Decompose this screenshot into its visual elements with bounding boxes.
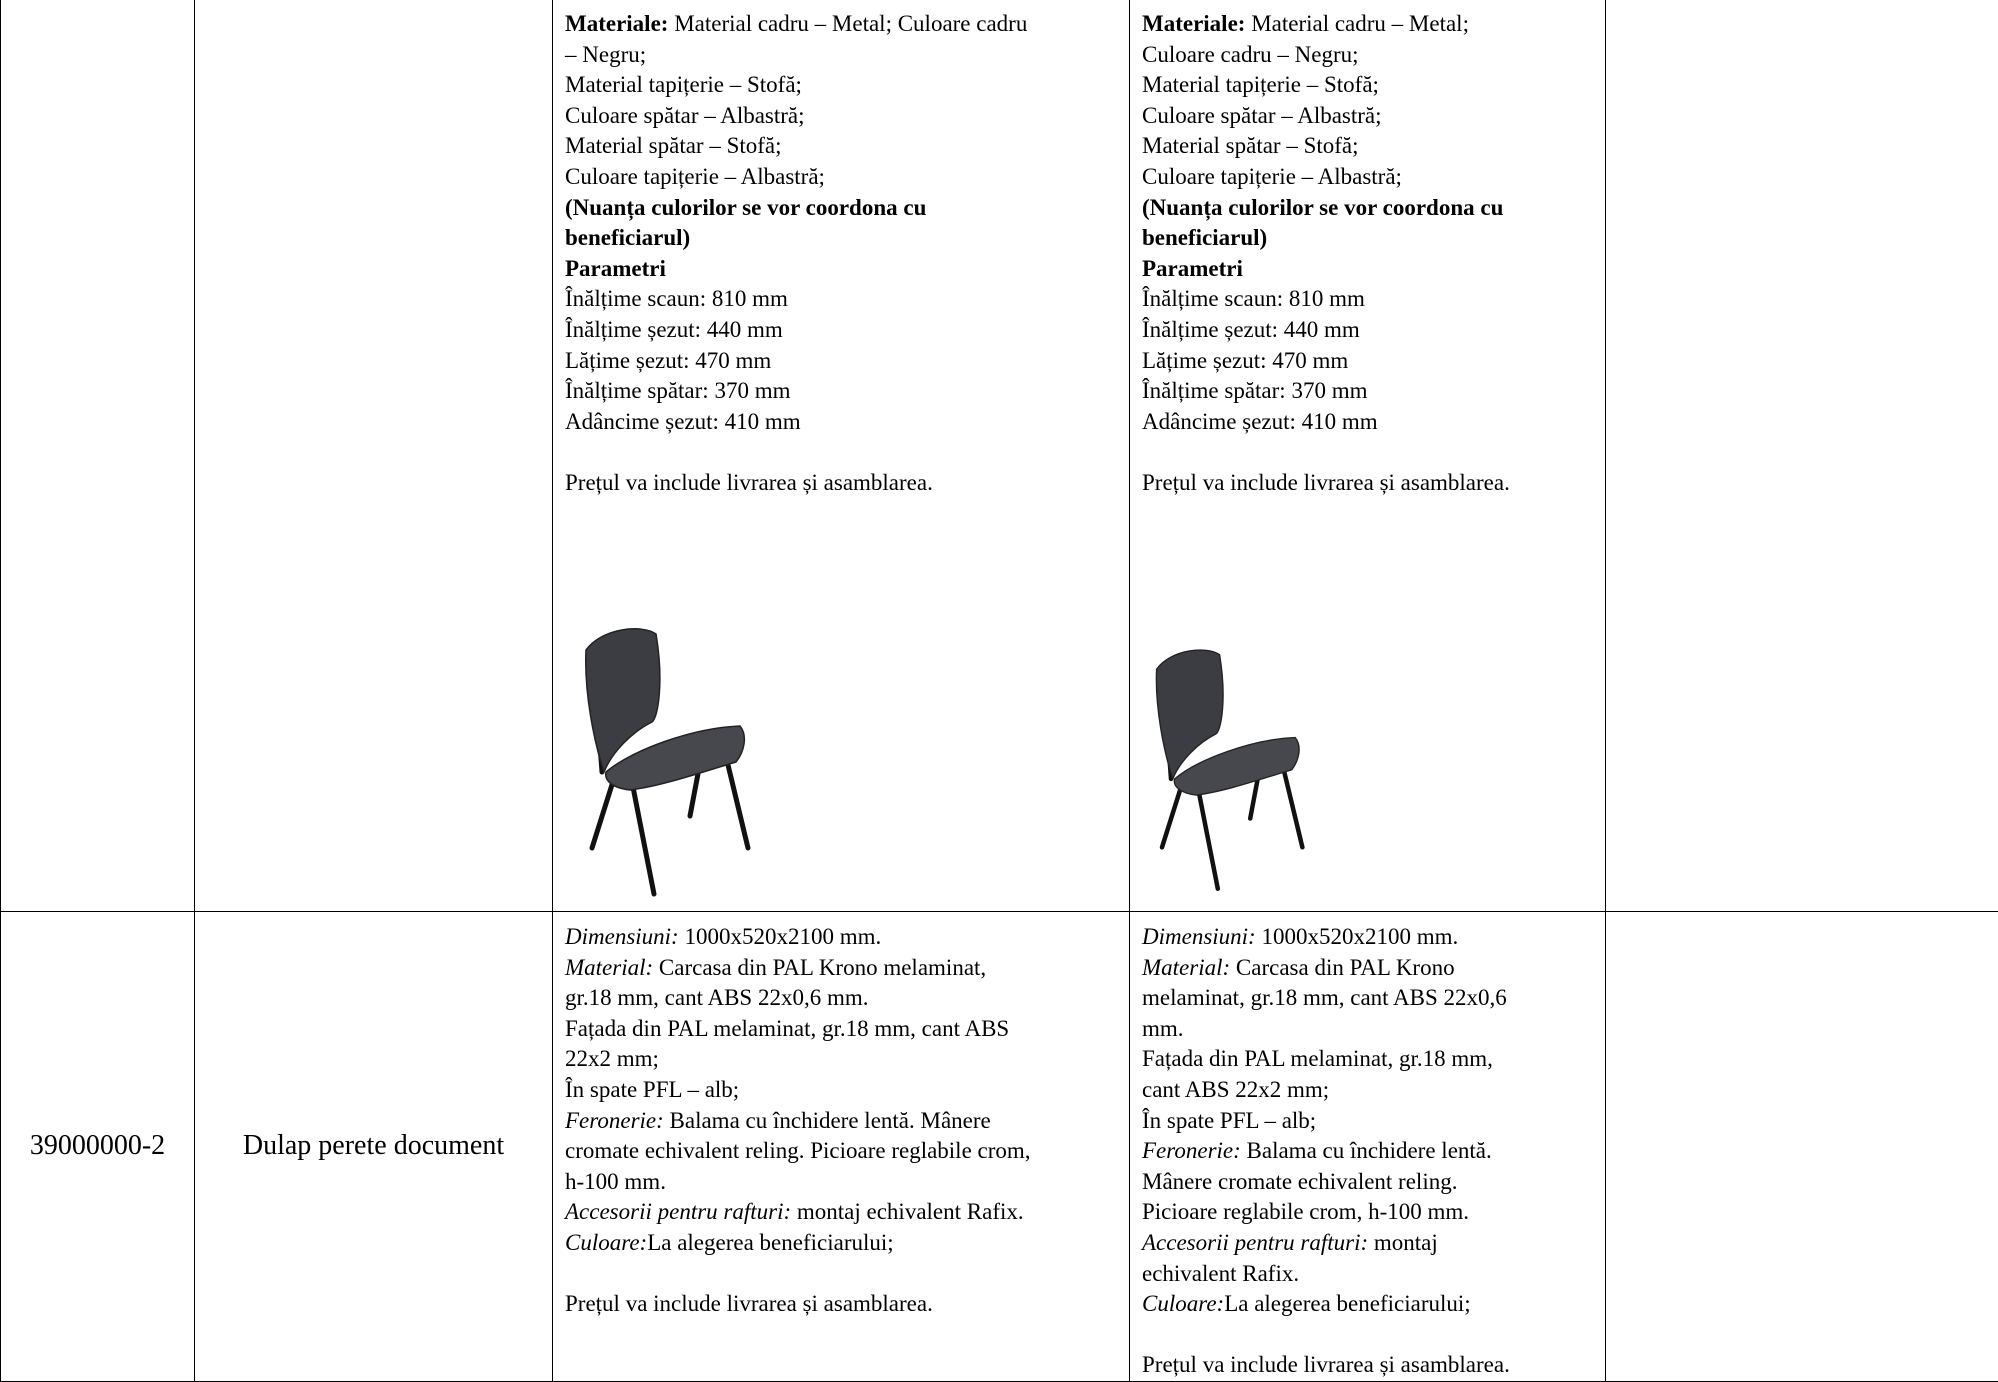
cpv-code-cell xyxy=(1,0,195,912)
italic-label: Material: xyxy=(1142,955,1230,980)
spec-line xyxy=(1142,315,1605,346)
italic-label: Material: xyxy=(565,955,653,980)
text-run: Prețul va include livrarea și asamblarea. xyxy=(1142,1352,1510,1377)
bold-run: beneficiarul) xyxy=(1142,225,1267,250)
italic-label: Dimensiuni: xyxy=(565,924,679,949)
text-run: Adâncime șezut: 410 mm xyxy=(565,409,801,434)
italic-label: Culoare: xyxy=(1142,1291,1224,1316)
bold-run: beneficiarul) xyxy=(565,225,690,250)
text-run: Înălțime spătar: 370 mm xyxy=(1142,378,1367,403)
spec-line xyxy=(565,983,1129,1014)
cpv-code: 39000000-2 xyxy=(30,1130,165,1161)
spec-line xyxy=(565,468,1129,499)
text-run: Fațada din PAL melaminat, gr.18 mm, cant ABS xyxy=(565,1016,1009,1041)
required-spec-cell xyxy=(553,912,1130,1382)
spec-line xyxy=(1142,223,1605,254)
spec-line xyxy=(565,193,1129,224)
text-run: Lățime șezut: 470 mm xyxy=(1142,348,1348,373)
text-run: Înălțime șezut: 440 mm xyxy=(1142,317,1360,342)
empty-cell xyxy=(1606,0,1998,912)
spec-text xyxy=(1130,912,1605,1381)
text-run: h-100 mm. xyxy=(565,1169,666,1194)
empty-cell xyxy=(1606,912,1998,1382)
spec-line xyxy=(1142,101,1605,132)
text-run: 22x2 mm; xyxy=(565,1046,659,1071)
spec-line xyxy=(1142,193,1605,224)
item-name-cell xyxy=(195,912,553,1382)
text-run: 1000x520x2100 mm. xyxy=(1256,924,1459,949)
chair-image xyxy=(1144,630,1324,908)
spec-line xyxy=(1142,254,1605,285)
spec-line xyxy=(1142,131,1605,162)
spec-line xyxy=(1142,284,1605,315)
text-run: La alegerea beneficiarului; xyxy=(1224,1291,1470,1316)
spec-line xyxy=(1142,407,1605,438)
spec-line xyxy=(1142,1228,1605,1259)
text-run: cant ABS 22x2 mm; xyxy=(1142,1077,1329,1102)
spec-line xyxy=(565,1197,1129,1228)
spec-line xyxy=(1142,983,1605,1014)
text-run: Înălțime scaun: 810 mm xyxy=(1142,286,1365,311)
italic-label: Culoare: xyxy=(565,1230,647,1255)
text-run: Carcasa din PAL Krono melaminat, xyxy=(653,955,986,980)
spec-line xyxy=(1142,1259,1605,1290)
italic-label: Accesorii pentru rafturi: xyxy=(1142,1230,1368,1255)
text-run: Material tapițerie – Stofă; xyxy=(1142,72,1379,97)
bold-run: Parametri xyxy=(1142,256,1243,281)
spec-line xyxy=(565,953,1129,984)
text-run: 1000x520x2100 mm. xyxy=(679,924,882,949)
spec-line xyxy=(565,9,1129,40)
spec-line xyxy=(565,254,1129,285)
spec-line xyxy=(1142,162,1605,193)
offered-spec-cell xyxy=(1130,912,1606,1382)
text-run: cromate echivalent reling. Picioare reglabile crom, xyxy=(565,1138,1031,1163)
text-run: melaminat, gr.18 mm, cant ABS 22x0,6 xyxy=(1142,985,1507,1010)
text-run: montaj echivalent Rafix. xyxy=(791,1199,1023,1224)
text-run: Culoare tapițerie – Albastră; xyxy=(565,164,825,189)
spec-line xyxy=(1142,1320,1605,1351)
bold-run: Materiale: xyxy=(565,11,668,36)
text-run: montaj xyxy=(1368,1230,1438,1255)
text-run: Balama cu închidere lentă. Mânere xyxy=(664,1108,991,1133)
spec-line xyxy=(1142,1014,1605,1045)
spec-line xyxy=(1142,1197,1605,1228)
spec-line xyxy=(1142,1044,1605,1075)
spec-line xyxy=(565,315,1129,346)
spec-text xyxy=(553,0,1129,499)
table-row xyxy=(1,0,1998,912)
text-run: În spate PFL – alb; xyxy=(1142,1108,1316,1133)
text-run: Picioare reglabile crom, h-100 mm. xyxy=(1142,1199,1469,1224)
spec-line xyxy=(565,922,1129,953)
spec-line xyxy=(1142,376,1605,407)
text-run: Culoare cadru – Negru; xyxy=(1142,42,1359,67)
text-run: Material cadru – Metal; xyxy=(1245,11,1469,36)
italic-label: Feronerie: xyxy=(565,1108,664,1133)
spec-line xyxy=(565,40,1129,71)
spec-line xyxy=(565,376,1129,407)
spec-line xyxy=(1142,40,1605,71)
spec-line xyxy=(565,1167,1129,1198)
spec-line xyxy=(565,1014,1129,1045)
spec-line xyxy=(1142,1289,1605,1320)
text-run: – Negru; xyxy=(565,42,646,67)
italic-label: Dimensiuni: xyxy=(1142,924,1256,949)
text-run: Carcasa din PAL Krono xyxy=(1230,955,1454,980)
spec-line xyxy=(565,1136,1129,1167)
spec-line xyxy=(565,223,1129,254)
text-run: Mânere cromate echivalent reling. xyxy=(1142,1169,1457,1194)
spec-line xyxy=(565,1075,1129,1106)
text-run: Fațada din PAL melaminat, gr.18 mm, xyxy=(1142,1046,1493,1071)
text-run: În spate PFL – alb; xyxy=(565,1077,739,1102)
italic-label: Accesorii pentru rafturi: xyxy=(565,1199,791,1224)
spec-line xyxy=(565,1044,1129,1075)
bold-run: (Nuanța culorilor se vor coordona cu xyxy=(1142,195,1503,220)
text-run: Prețul va include livrarea și asamblarea. xyxy=(565,470,933,495)
text-run: Adâncime șezut: 410 mm xyxy=(1142,409,1378,434)
spec-line xyxy=(565,131,1129,162)
italic-label: Feronerie: xyxy=(1142,1138,1241,1163)
spec-line xyxy=(1142,1136,1605,1167)
cpv-code-cell xyxy=(1,912,195,1382)
spec-line xyxy=(1142,437,1605,468)
text-run: Material tapițerie – Stofă; xyxy=(565,72,802,97)
text-run: Lățime șezut: 470 mm xyxy=(565,348,771,373)
spec-line xyxy=(1142,1350,1605,1381)
spec-line xyxy=(1142,1167,1605,1198)
bold-run: (Nuanța culorilor se vor coordona cu xyxy=(565,195,926,220)
text-run: Prețul va include livrarea și asamblarea. xyxy=(1142,470,1510,495)
spec-line xyxy=(1142,346,1605,377)
spec-line xyxy=(565,70,1129,101)
spec-line xyxy=(565,1106,1129,1137)
text-run: Culoare spătar – Albastră; xyxy=(565,103,805,128)
bold-run: Parametri xyxy=(565,256,666,281)
text-run: La alegerea beneficiarului; xyxy=(647,1230,893,1255)
spec-line xyxy=(1142,1075,1605,1106)
text-run: echivalent Rafix. xyxy=(1142,1261,1299,1286)
spec-line xyxy=(1142,468,1605,499)
text-run: Prețul va include livrarea și asamblarea. xyxy=(565,1291,933,1316)
spec-line xyxy=(565,101,1129,132)
text-run: Balama cu închidere lentă. xyxy=(1241,1138,1492,1163)
text-run: Înălțime spătar: 370 mm xyxy=(565,378,790,403)
spec-line xyxy=(1142,9,1605,40)
spec-line xyxy=(565,407,1129,438)
text-run: Culoare tapițerie – Albastră; xyxy=(1142,164,1402,189)
text-run: mm. xyxy=(1142,1016,1184,1041)
text-run: Material cadru – Metal; Culoare cadru xyxy=(668,11,1027,36)
text-run: Înălțime șezut: 440 mm xyxy=(565,317,783,342)
item-name: Dulap perete document xyxy=(243,1130,504,1161)
text-run: Material spătar – Stofă; xyxy=(1142,133,1359,158)
bold-run: Materiale: xyxy=(1142,11,1245,36)
spec-line xyxy=(565,346,1129,377)
item-name-cell xyxy=(195,0,553,912)
text-run: Material spătar – Stofă; xyxy=(565,133,782,158)
spec-text xyxy=(553,912,1129,1320)
spec-line xyxy=(1142,922,1605,953)
text-run: Înălțime scaun: 810 mm xyxy=(565,286,788,311)
text-run: Culoare spătar – Albastră; xyxy=(1142,103,1382,128)
spec-line xyxy=(1142,70,1605,101)
spec-line xyxy=(1142,953,1605,984)
spec-line xyxy=(1142,1106,1605,1137)
spec-text xyxy=(1130,0,1605,499)
spec-line xyxy=(565,284,1129,315)
spec-line xyxy=(565,162,1129,193)
spec-line xyxy=(565,1259,1129,1290)
spec-line xyxy=(565,437,1129,468)
spec-line xyxy=(565,1289,1129,1320)
table-row xyxy=(1,912,1998,1382)
text-run: gr.18 mm, cant ABS 22x0,6 mm. xyxy=(565,985,868,1010)
spec-line xyxy=(565,1228,1129,1259)
chair-image xyxy=(572,622,772,900)
